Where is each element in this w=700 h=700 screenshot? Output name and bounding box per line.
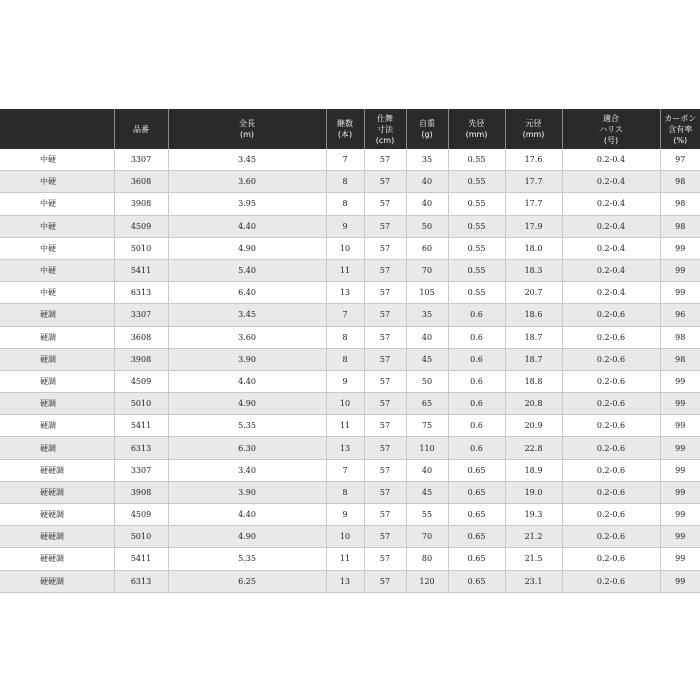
cell-butt-diameter: 18.7 bbox=[505, 348, 562, 370]
header-model-type bbox=[0, 109, 114, 149]
cell-closed-length: 57 bbox=[364, 393, 406, 415]
cell-part-number: 6313 bbox=[114, 570, 168, 592]
cell-weight: 40 bbox=[406, 459, 448, 481]
table-row bbox=[0, 481, 700, 503]
cell-carbon-content: 98 bbox=[660, 171, 700, 193]
cell-carbon-content: 98 bbox=[660, 326, 700, 348]
cell-sections: 8 bbox=[326, 171, 364, 193]
cell-weight: 120 bbox=[406, 570, 448, 592]
cell-carbon-content: 99 bbox=[660, 282, 700, 304]
cell-carbon-content: 99 bbox=[660, 570, 700, 592]
cell-total-length: 3.95 bbox=[168, 193, 326, 215]
cell-tip-diameter: 0.6 bbox=[448, 370, 505, 392]
cell-weight: 40 bbox=[406, 326, 448, 348]
cell-closed-length: 57 bbox=[364, 348, 406, 370]
table-row bbox=[0, 193, 700, 215]
cell-sections: 9 bbox=[326, 504, 364, 526]
cell-tip-diameter: 0.65 bbox=[448, 570, 505, 592]
cell-line-size: 0.2-0.4 bbox=[562, 237, 660, 259]
cell-tip-diameter: 0.55 bbox=[448, 259, 505, 281]
cell-weight: 65 bbox=[406, 393, 448, 415]
cell-total-length: 3.45 bbox=[168, 149, 326, 171]
table-row bbox=[0, 326, 700, 348]
cell-sections: 9 bbox=[326, 215, 364, 237]
cell-model-type: 硬硬調 bbox=[0, 526, 114, 548]
cell-weight: 50 bbox=[406, 215, 448, 237]
cell-tip-diameter: 0.55 bbox=[448, 215, 505, 237]
cell-part-number: 4509 bbox=[114, 504, 168, 526]
cell-closed-length: 57 bbox=[364, 459, 406, 481]
table-row bbox=[0, 348, 700, 370]
cell-part-number: 5411 bbox=[114, 548, 168, 570]
cell-total-length: 6.30 bbox=[168, 437, 326, 459]
cell-tip-diameter: 0.55 bbox=[448, 282, 505, 304]
cell-total-length: 5.35 bbox=[168, 415, 326, 437]
cell-line-size: 0.2-0.6 bbox=[562, 326, 660, 348]
table-row bbox=[0, 282, 700, 304]
cell-butt-diameter: 20.9 bbox=[505, 415, 562, 437]
cell-carbon-content: 98 bbox=[660, 348, 700, 370]
cell-tip-diameter: 0.55 bbox=[448, 193, 505, 215]
cell-sections: 10 bbox=[326, 237, 364, 259]
cell-part-number: 3307 bbox=[114, 304, 168, 326]
cell-weight: 105 bbox=[406, 282, 448, 304]
cell-part-number: 4509 bbox=[114, 370, 168, 392]
table-row bbox=[0, 149, 700, 171]
cell-model-type: 硬調 bbox=[0, 326, 114, 348]
cell-sections: 8 bbox=[326, 481, 364, 503]
cell-sections: 11 bbox=[326, 415, 364, 437]
cell-tip-diameter: 0.65 bbox=[448, 526, 505, 548]
cell-carbon-content: 99 bbox=[660, 370, 700, 392]
cell-butt-diameter: 18.7 bbox=[505, 326, 562, 348]
cell-tip-diameter: 0.55 bbox=[448, 149, 505, 171]
cell-line-size: 0.2-0.6 bbox=[562, 481, 660, 503]
spec-table bbox=[0, 109, 700, 593]
cell-model-type: 硬硬調 bbox=[0, 481, 114, 503]
cell-total-length: 3.60 bbox=[168, 326, 326, 348]
cell-sections: 7 bbox=[326, 459, 364, 481]
cell-butt-diameter: 18.3 bbox=[505, 259, 562, 281]
cell-butt-diameter: 21.2 bbox=[505, 526, 562, 548]
cell-total-length: 3.40 bbox=[168, 459, 326, 481]
table-row bbox=[0, 171, 700, 193]
cell-total-length: 4.40 bbox=[168, 504, 326, 526]
table-row bbox=[0, 570, 700, 592]
table-row bbox=[0, 415, 700, 437]
cell-sections: 13 bbox=[326, 437, 364, 459]
cell-tip-diameter: 0.6 bbox=[448, 326, 505, 348]
cell-model-type: 中硬 bbox=[0, 259, 114, 281]
cell-sections: 8 bbox=[326, 326, 364, 348]
cell-line-size: 0.2-0.6 bbox=[562, 393, 660, 415]
cell-sections: 10 bbox=[326, 393, 364, 415]
header-carbon-content: カーボン 含有率 (%) bbox=[660, 109, 700, 149]
cell-total-length: 6.25 bbox=[168, 570, 326, 592]
cell-butt-diameter: 17.9 bbox=[505, 215, 562, 237]
cell-sections: 13 bbox=[326, 282, 364, 304]
cell-weight: 70 bbox=[406, 259, 448, 281]
cell-closed-length: 57 bbox=[364, 259, 406, 281]
cell-weight: 45 bbox=[406, 348, 448, 370]
cell-weight: 75 bbox=[406, 415, 448, 437]
cell-closed-length: 57 bbox=[364, 282, 406, 304]
cell-carbon-content: 99 bbox=[660, 481, 700, 503]
header-butt-diameter: 元径 (mm) bbox=[505, 109, 562, 149]
cell-carbon-content: 97 bbox=[660, 149, 700, 171]
cell-weight: 40 bbox=[406, 193, 448, 215]
table-row bbox=[0, 504, 700, 526]
cell-sections: 8 bbox=[326, 193, 364, 215]
cell-line-size: 0.2-0.4 bbox=[562, 215, 660, 237]
cell-closed-length: 57 bbox=[364, 370, 406, 392]
cell-butt-diameter: 20.8 bbox=[505, 393, 562, 415]
cell-total-length: 5.40 bbox=[168, 259, 326, 281]
cell-total-length: 4.90 bbox=[168, 393, 326, 415]
cell-carbon-content: 98 bbox=[660, 215, 700, 237]
cell-model-type: 硬調 bbox=[0, 437, 114, 459]
cell-closed-length: 57 bbox=[364, 548, 406, 570]
cell-part-number: 5010 bbox=[114, 393, 168, 415]
cell-sections: 10 bbox=[326, 526, 364, 548]
cell-line-size: 0.2-0.4 bbox=[562, 259, 660, 281]
cell-sections: 7 bbox=[326, 304, 364, 326]
header-part-number: 品番 bbox=[114, 109, 168, 149]
cell-model-type: 中硬 bbox=[0, 282, 114, 304]
cell-line-size: 0.2-0.6 bbox=[562, 459, 660, 481]
cell-model-type: 硬硬調 bbox=[0, 504, 114, 526]
cell-weight: 35 bbox=[406, 149, 448, 171]
cell-weight: 80 bbox=[406, 548, 448, 570]
cell-total-length: 6.40 bbox=[168, 282, 326, 304]
cell-tip-diameter: 0.65 bbox=[448, 459, 505, 481]
cell-carbon-content: 99 bbox=[660, 437, 700, 459]
cell-total-length: 4.90 bbox=[168, 237, 326, 259]
cell-sections: 7 bbox=[326, 149, 364, 171]
cell-part-number: 3307 bbox=[114, 459, 168, 481]
cell-carbon-content: 99 bbox=[660, 526, 700, 548]
cell-line-size: 0.2-0.4 bbox=[562, 282, 660, 304]
cell-model-type: 中硬 bbox=[0, 149, 114, 171]
cell-butt-diameter: 18.6 bbox=[505, 304, 562, 326]
cell-weight: 60 bbox=[406, 237, 448, 259]
cell-butt-diameter: 22.8 bbox=[505, 437, 562, 459]
cell-model-type: 硬調 bbox=[0, 393, 114, 415]
cell-tip-diameter: 0.55 bbox=[448, 237, 505, 259]
cell-tip-diameter: 0.6 bbox=[448, 304, 505, 326]
cell-closed-length: 57 bbox=[364, 171, 406, 193]
cell-butt-diameter: 18.9 bbox=[505, 459, 562, 481]
cell-butt-diameter: 17.6 bbox=[505, 149, 562, 171]
cell-closed-length: 57 bbox=[364, 481, 406, 503]
table-row bbox=[0, 215, 700, 237]
header-tip-diameter: 先径 (mm) bbox=[448, 109, 505, 149]
cell-total-length: 4.40 bbox=[168, 370, 326, 392]
cell-model-type: 硬調 bbox=[0, 348, 114, 370]
cell-weight: 110 bbox=[406, 437, 448, 459]
cell-line-size: 0.2-0.6 bbox=[562, 570, 660, 592]
table-row bbox=[0, 459, 700, 481]
cell-tip-diameter: 0.55 bbox=[448, 171, 505, 193]
cell-part-number: 6313 bbox=[114, 437, 168, 459]
cell-carbon-content: 99 bbox=[660, 415, 700, 437]
cell-weight: 55 bbox=[406, 504, 448, 526]
cell-part-number: 3908 bbox=[114, 348, 168, 370]
cell-butt-diameter: 23.1 bbox=[505, 570, 562, 592]
cell-closed-length: 57 bbox=[364, 149, 406, 171]
cell-weight: 45 bbox=[406, 481, 448, 503]
header-line-size: 適合 ハリス (号) bbox=[562, 109, 660, 149]
header-weight: 自重 (g) bbox=[406, 109, 448, 149]
cell-carbon-content: 99 bbox=[660, 393, 700, 415]
cell-butt-diameter: 21.5 bbox=[505, 548, 562, 570]
cell-model-type: 硬硬調 bbox=[0, 570, 114, 592]
cell-model-type: 硬調 bbox=[0, 415, 114, 437]
cell-closed-length: 57 bbox=[364, 526, 406, 548]
header-sections: 継数 (本) bbox=[326, 109, 364, 149]
cell-closed-length: 57 bbox=[364, 415, 406, 437]
cell-weight: 35 bbox=[406, 304, 448, 326]
cell-part-number: 3307 bbox=[114, 149, 168, 171]
cell-total-length: 3.60 bbox=[168, 171, 326, 193]
cell-part-number: 3608 bbox=[114, 326, 168, 348]
cell-line-size: 0.2-0.6 bbox=[562, 370, 660, 392]
cell-sections: 11 bbox=[326, 548, 364, 570]
cell-line-size: 0.2-0.4 bbox=[562, 171, 660, 193]
cell-model-type: 硬硬調 bbox=[0, 459, 114, 481]
cell-tip-diameter: 0.65 bbox=[448, 504, 505, 526]
cell-closed-length: 57 bbox=[364, 215, 406, 237]
cell-line-size: 0.2-0.6 bbox=[562, 504, 660, 526]
cell-model-type: 硬調 bbox=[0, 370, 114, 392]
cell-butt-diameter: 17.7 bbox=[505, 193, 562, 215]
cell-tip-diameter: 0.6 bbox=[448, 437, 505, 459]
cell-closed-length: 57 bbox=[364, 304, 406, 326]
cell-closed-length: 57 bbox=[364, 326, 406, 348]
cell-total-length: 4.40 bbox=[168, 215, 326, 237]
cell-part-number: 5411 bbox=[114, 415, 168, 437]
cell-line-size: 0.2-0.6 bbox=[562, 548, 660, 570]
cell-model-type: 中硬 bbox=[0, 171, 114, 193]
cell-model-type: 中硬 bbox=[0, 237, 114, 259]
cell-butt-diameter: 20.7 bbox=[505, 282, 562, 304]
cell-sections: 11 bbox=[326, 259, 364, 281]
table-row bbox=[0, 437, 700, 459]
cell-line-size: 0.2-0.6 bbox=[562, 526, 660, 548]
cell-part-number: 3908 bbox=[114, 481, 168, 503]
cell-total-length: 5.35 bbox=[168, 548, 326, 570]
table-row bbox=[0, 548, 700, 570]
cell-weight: 70 bbox=[406, 526, 448, 548]
cell-line-size: 0.2-0.6 bbox=[562, 304, 660, 326]
cell-carbon-content: 99 bbox=[660, 548, 700, 570]
cell-part-number: 5010 bbox=[114, 526, 168, 548]
header-closed-length: 仕舞 寸法 (cm) bbox=[364, 109, 406, 149]
cell-total-length: 3.90 bbox=[168, 481, 326, 503]
cell-carbon-content: 99 bbox=[660, 259, 700, 281]
cell-line-size: 0.2-0.4 bbox=[562, 149, 660, 171]
cell-tip-diameter: 0.6 bbox=[448, 415, 505, 437]
cell-total-length: 4.90 bbox=[168, 526, 326, 548]
cell-line-size: 0.2-0.6 bbox=[562, 415, 660, 437]
cell-tip-diameter: 0.6 bbox=[448, 348, 505, 370]
cell-sections: 8 bbox=[326, 348, 364, 370]
cell-part-number: 3608 bbox=[114, 171, 168, 193]
cell-part-number: 5411 bbox=[114, 259, 168, 281]
table-body bbox=[0, 149, 700, 592]
cell-part-number: 3908 bbox=[114, 193, 168, 215]
cell-weight: 40 bbox=[406, 171, 448, 193]
header-row bbox=[0, 109, 700, 149]
cell-carbon-content: 98 bbox=[660, 193, 700, 215]
cell-butt-diameter: 18.8 bbox=[505, 370, 562, 392]
cell-model-type: 硬硬調 bbox=[0, 548, 114, 570]
cell-line-size: 0.2-0.4 bbox=[562, 193, 660, 215]
table-row bbox=[0, 237, 700, 259]
cell-closed-length: 57 bbox=[364, 437, 406, 459]
header-total-length: 全長 (m) bbox=[168, 109, 326, 149]
cell-model-type: 硬調 bbox=[0, 304, 114, 326]
cell-weight: 50 bbox=[406, 370, 448, 392]
cell-total-length: 3.45 bbox=[168, 304, 326, 326]
cell-part-number: 5010 bbox=[114, 237, 168, 259]
cell-tip-diameter: 0.6 bbox=[448, 393, 505, 415]
cell-butt-diameter: 17.7 bbox=[505, 171, 562, 193]
cell-part-number: 4509 bbox=[114, 215, 168, 237]
table-row bbox=[0, 259, 700, 281]
cell-total-length: 3.90 bbox=[168, 348, 326, 370]
cell-line-size: 0.2-0.6 bbox=[562, 348, 660, 370]
cell-carbon-content: 99 bbox=[660, 459, 700, 481]
cell-sections: 13 bbox=[326, 570, 364, 592]
table-row bbox=[0, 526, 700, 548]
cell-sections: 9 bbox=[326, 370, 364, 392]
cell-carbon-content: 99 bbox=[660, 237, 700, 259]
cell-model-type: 中硬 bbox=[0, 215, 114, 237]
cell-closed-length: 57 bbox=[364, 570, 406, 592]
cell-carbon-content: 96 bbox=[660, 304, 700, 326]
cell-carbon-content: 99 bbox=[660, 504, 700, 526]
cell-part-number: 6313 bbox=[114, 282, 168, 304]
table-row bbox=[0, 393, 700, 415]
table-row bbox=[0, 304, 700, 326]
cell-butt-diameter: 19.3 bbox=[505, 504, 562, 526]
cell-closed-length: 57 bbox=[364, 504, 406, 526]
cell-line-size: 0.2-0.6 bbox=[562, 437, 660, 459]
cell-closed-length: 57 bbox=[364, 237, 406, 259]
cell-closed-length: 57 bbox=[364, 193, 406, 215]
cell-model-type: 中硬 bbox=[0, 193, 114, 215]
cell-tip-diameter: 0.65 bbox=[448, 481, 505, 503]
cell-tip-diameter: 0.65 bbox=[448, 548, 505, 570]
table-row bbox=[0, 370, 700, 392]
cell-butt-diameter: 19.0 bbox=[505, 481, 562, 503]
cell-butt-diameter: 18.0 bbox=[505, 237, 562, 259]
table-header bbox=[0, 109, 700, 149]
